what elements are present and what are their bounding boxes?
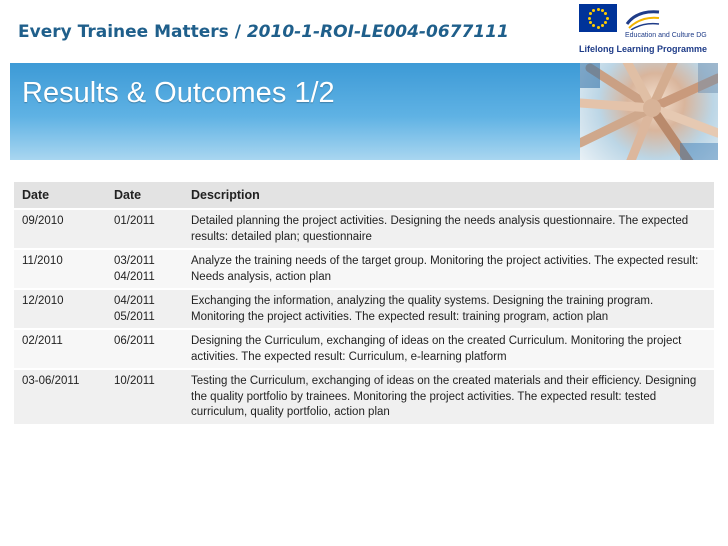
eu-star-icon xyxy=(604,21,607,24)
eu-star-icon xyxy=(588,17,591,20)
end-date-cell xyxy=(106,369,183,425)
start-date-cell: 11/2010 xyxy=(22,255,63,267)
table-row xyxy=(14,249,714,289)
description-cell: Designing the Curriculum, exchanging of ideas on the created Curriculum. Monitoring the project activities. The expected result: Curriculum, e-learning platform xyxy=(191,335,682,363)
start-date-cell: 12/2010 xyxy=(22,295,64,307)
column-header-start-date: Date xyxy=(14,182,106,209)
title-banner xyxy=(10,63,718,160)
eu-star-icon xyxy=(604,12,607,15)
eu-star-icon xyxy=(606,17,609,20)
hands-together-photo xyxy=(580,63,718,160)
table-row xyxy=(14,209,714,249)
table-row xyxy=(14,289,714,329)
end-date-cell xyxy=(106,289,183,329)
eu-flag-icon xyxy=(579,4,617,32)
table-row xyxy=(14,329,714,369)
column-header-end-date: Date xyxy=(106,182,183,209)
eu-star-icon xyxy=(592,9,595,12)
description-cell: Detailed planning the project activities. Designing the needs analysis questionnaire. The expected results: detailed plan; questionnaire xyxy=(191,215,689,243)
eu-star-icon xyxy=(601,9,604,12)
start-date-cell: 03-06/2011 xyxy=(22,375,80,387)
eu-star-icon xyxy=(589,21,592,24)
slide-title: Results & Outcomes 1/2 xyxy=(22,77,335,109)
hands-illustration-icon xyxy=(580,63,718,160)
lifelong-learning-label: Lifelong Learning Programme xyxy=(579,44,708,54)
end-date: 05/2011 xyxy=(114,310,155,323)
end-date: 06/2011 xyxy=(114,335,155,347)
results-table xyxy=(14,182,714,426)
eu-star-icon xyxy=(589,12,592,15)
eu-star-icon xyxy=(601,24,604,27)
end-date: 03/2011 xyxy=(114,255,155,267)
education-culture-label: Education and Culture DG xyxy=(625,32,707,39)
start-date-cell: 02/2011 xyxy=(22,335,63,347)
end-date: 10/2011 xyxy=(114,375,155,387)
end-date: 04/2011 xyxy=(114,270,155,283)
eu-star-icon xyxy=(592,24,595,27)
column-header-description: Description xyxy=(183,182,714,209)
end-date-cell xyxy=(106,249,183,289)
table-header-row xyxy=(14,182,714,209)
project-code: 2010-1-ROI-LE004-0677111 xyxy=(246,22,509,42)
table-row xyxy=(14,369,714,425)
end-date-cell xyxy=(106,329,183,369)
eu-star-icon xyxy=(597,8,600,11)
education-culture-logo-icon xyxy=(625,6,661,30)
results-table-container xyxy=(14,182,714,426)
slide-header xyxy=(18,22,509,42)
description-cell: Analyze the training needs of the target group. Monitoring the project activities. The expected result: Needs analysis, action plan xyxy=(191,255,699,283)
end-date-cell xyxy=(106,209,183,249)
description-cell: Exchanging the information, analyzing the quality systems. Designing the training program. Monitoring the project activities. The expected result: training program, action plan xyxy=(191,295,654,323)
end-date: 01/2011 xyxy=(114,215,155,227)
eu-star-icon xyxy=(597,26,600,29)
start-date-cell: 09/2010 xyxy=(22,215,64,227)
project-name: Every Trainee Matters / xyxy=(18,22,247,42)
end-date: 04/2011 xyxy=(114,295,155,307)
sponsor-logos xyxy=(573,2,723,58)
description-cell: Testing the Curriculum, exchanging of ideas on the created materials and their efficiency. Designing the quality portfolio by trainees. Monitoring the project activities. The expected result: tested curriculum, quality portfolio, action plan xyxy=(191,375,697,418)
